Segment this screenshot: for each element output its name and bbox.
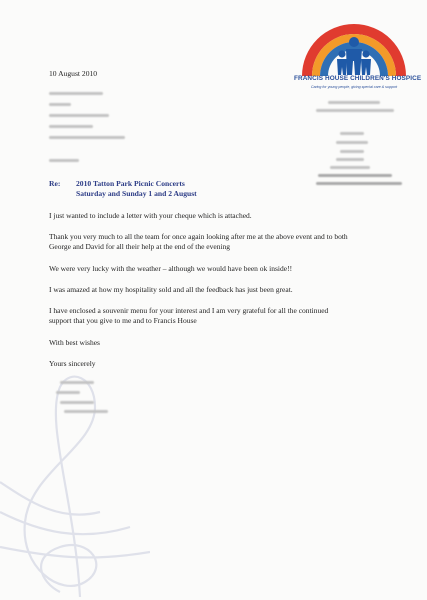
body-paragraph: I just wanted to include a letter with your cheque which is attached. [49,211,252,220]
closing-line: With best wishes [49,338,100,347]
treble-clef-watermark [0,352,150,597]
body-paragraph: I was amazed at how my hospitality sold and all the feedback has just been great. [49,285,293,294]
organisation-name: FRANCIS HOUSE CHILDREN'S HOSPICE [294,75,422,82]
body-paragraph: Thank you very much to all the team for once again looking after me at the above event and to both George and David for all their help at the end of the evening [49,232,348,252]
body-paragraph: We were very lucky with the weather – although we would have been ok inside!! [49,264,293,273]
sign-off: Yours sincerely [49,359,96,368]
body-paragraph: I have enclosed a souvenir menu for your interest and I am very grateful for all the continued support that you give to me and to Francis House [49,306,329,326]
letter-date: 10 August 2010 [49,69,98,78]
subject-label: Re: [49,179,61,188]
subject-dates: Saturday and Sunday 1 and 2 August [76,189,197,198]
subject-title: 2010 Tatton Park Picnic Concerts [76,179,185,188]
organisation-tagline: Caring for young people, giving special care & support [310,85,398,89]
